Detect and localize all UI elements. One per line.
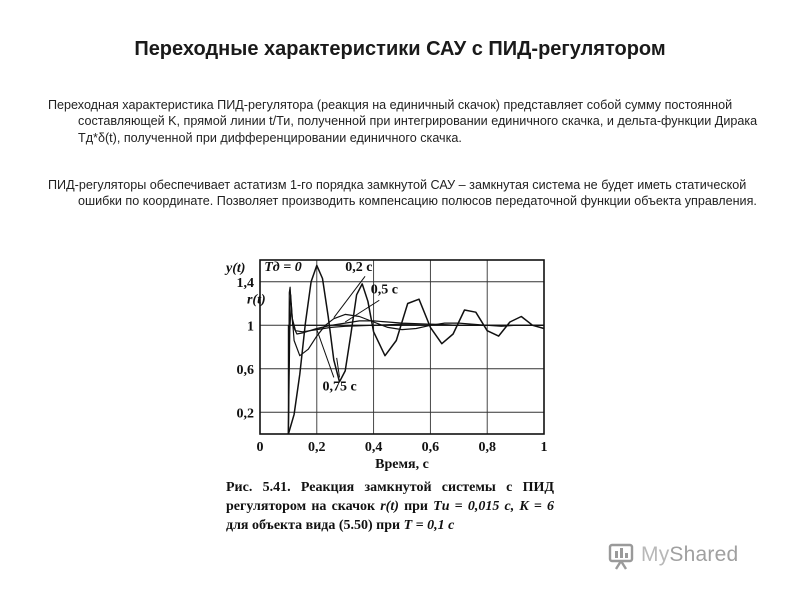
x-tick-label: 0,4	[364, 440, 383, 455]
annotation-td-075: 0,75 с	[322, 379, 357, 395]
figure-caption	[226, 478, 554, 535]
caption-part2: при	[404, 499, 428, 514]
y-axis-label: y(t)	[226, 261, 246, 276]
myshared-logo	[606, 538, 738, 572]
caption-k: K = 6	[519, 499, 555, 514]
x-axis-label: Время, с	[375, 457, 429, 472]
y-tick-label: 0,2	[236, 406, 254, 422]
caption-t: T = 0,1 с	[403, 518, 455, 533]
series-line-2	[288, 295, 544, 434]
x-tick-label: 0	[256, 440, 264, 455]
myshared-logo-icon	[606, 539, 638, 571]
caption-ti: Tи = 0,015 с,	[433, 499, 515, 514]
caption-r: r(t)	[380, 499, 399, 514]
x-tick-label: 1	[540, 440, 548, 455]
y-tick-label: 1	[247, 319, 254, 335]
paragraph-transfer-characteristic: Переходная характеристика ПИД-регулятора (реакция на единичный скачок) представляет собой сумму постоянной составляющей K, прямой линии t/Ти, полученной при интегрировании единичного скачка, и дельта-функции Дирака Тд*δ(t), полученной при дифференцировании единичного скачка.	[48, 98, 758, 145]
annotation-td-05: 0,5 с	[370, 282, 398, 298]
annotation-r: r(t)	[246, 292, 266, 308]
x-tick-label: 0,2	[308, 440, 326, 455]
slide-title: Переходные характеристики САУ с ПИД-регулятором	[134, 38, 666, 60]
y-tick-label: 0,6	[236, 362, 254, 378]
step-response-chart	[218, 248, 560, 478]
leader-line-02	[334, 276, 365, 317]
caption-part1: Реакция замкнутой системы с ПИД регулятором на скачок	[226, 480, 554, 514]
myshared-logo-wordmark: MyShared	[641, 543, 739, 566]
caption-lead: Рис. 5.41.	[226, 480, 291, 495]
series-line-0	[288, 265, 544, 434]
paragraph-astatism: ПИД-регуляторы обеспечивает астатизм 1-го порядка замкнутой САУ – замкнутая система не будет иметь статической ошибки по координате. Позволяет производить компенсацию полюсов передаточной функции объекта управления.	[48, 178, 757, 209]
x-tick-label: 0,6	[421, 440, 440, 455]
annotation-td-02: 0,2 с	[345, 259, 373, 275]
x-tick-label: 0,8	[478, 440, 496, 455]
annotation-td-zero: Tд = 0	[264, 259, 302, 275]
caption-part3: для объекта вида (5.50) при	[226, 518, 401, 533]
leader-line-05	[345, 300, 379, 322]
y-tick-label: 1,4	[236, 275, 254, 291]
